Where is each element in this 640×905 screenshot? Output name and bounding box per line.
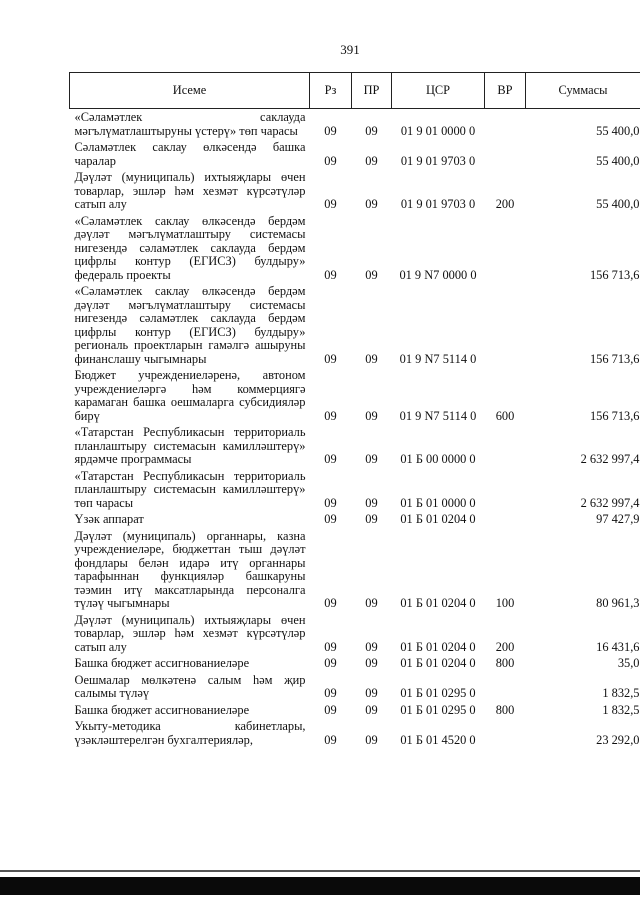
row-vr <box>485 139 526 169</box>
table-row <box>70 109 640 140</box>
row-vr: 800 <box>495 702 515 717</box>
row-csr: 01 Б 01 0295 0 <box>400 686 476 700</box>
row-rz: 09 <box>324 351 337 366</box>
row-name: «Татарстан Республикасын территориаль планлаштыру системасын камилләштерү» ярдәмче программасы <box>74 425 306 466</box>
table-row <box>70 468 640 512</box>
row-rz: 09 <box>324 732 337 747</box>
row-csr: 01 9 01 9703 0 <box>400 197 476 211</box>
table-row <box>70 169 640 213</box>
row-name: Дәүләт (муниципаль) ихтыяҗлары өчен товарлар, эшләр һәм хезмәт күрсәтүләр сатып алу <box>74 170 306 211</box>
row-rz: 09 <box>324 702 337 717</box>
row-csr: 01 9 N7 0000 0 <box>399 267 477 282</box>
row-vr <box>485 468 526 512</box>
row-pr: 09 <box>365 512 378 526</box>
row-csr: 01 9 01 0000 0 <box>400 123 476 138</box>
row-pr: 09 <box>365 732 378 747</box>
row-vr <box>485 718 526 748</box>
row-csr: 01 Б 01 0204 0 <box>400 596 476 610</box>
table-row <box>70 283 640 367</box>
row-pr: 09 <box>365 408 378 423</box>
row-name: Дәүләт (муниципаль) ихтыяҗлары өчен товарлар, эшләр һәм хезмәт күрсәтүләр сатып алу <box>74 612 306 654</box>
row-rz: 09 <box>324 686 337 700</box>
row-rz: 09 <box>324 596 337 610</box>
row-sum: 23 292,0 <box>596 732 640 747</box>
table-header <box>70 73 640 109</box>
row-csr: 01 Б 01 0000 0 <box>400 495 476 510</box>
row-pr: 09 <box>365 153 378 168</box>
table-row <box>70 213 640 284</box>
row-pr: 09 <box>365 123 378 138</box>
row-sum: 55 400,0 <box>596 123 640 138</box>
scan-bottom-border <box>0 877 640 895</box>
row-name: Үзәк аппарат <box>74 512 144 526</box>
row-pr: 09 <box>365 686 378 700</box>
table-body <box>70 109 640 749</box>
row-csr: 01 Б 01 0204 0 <box>400 639 476 654</box>
row-vr: 200 <box>495 639 515 654</box>
row-rz: 09 <box>324 123 337 138</box>
row-sum: 1 832,5 <box>602 702 640 717</box>
row-sum: 2 632 997,4 <box>580 452 640 466</box>
row-name: «Сәламәтлек саклауда мәгълүматлаштыруны үстерү» төп чарасы <box>74 110 306 138</box>
row-rz: 09 <box>324 656 337 670</box>
row-csr: 01 Б 01 4520 0 <box>400 732 476 747</box>
row-pr: 09 <box>365 452 378 466</box>
row-pr: 09 <box>365 351 378 366</box>
table-row <box>70 612 640 656</box>
row-name: Укыту-методика кабинетлары, үзәкләштерелгән бухгалтерияләр, <box>74 719 306 747</box>
scan-edge-line <box>0 870 640 872</box>
row-name: «Сәламәтлек саклау өлкәсендә бердәм дәүләт мәгълүматлаштыру системасы нигезендә сәламәтлек саклауда бердәм цифрлы контур (ЕГИСЗ) булдыру» региональ проектларын гамәлгә ашыруны финанслашу чыгымнары <box>74 284 306 366</box>
row-rz: 09 <box>324 197 337 211</box>
header-name: Исеме <box>70 73 310 109</box>
row-pr: 09 <box>365 267 378 282</box>
row-vr: 600 <box>495 408 515 423</box>
row-sum: 16 431,6 <box>596 639 640 654</box>
header-vr: ВР <box>485 73 526 109</box>
row-rz: 09 <box>324 512 337 526</box>
row-pr: 09 <box>365 495 378 510</box>
row-name: Башка бюджет ассигнованиеләре <box>74 702 250 717</box>
row-vr: 200 <box>495 197 515 211</box>
row-rz: 09 <box>324 495 337 510</box>
row-csr: 01 Б 01 0204 0 <box>400 656 476 670</box>
row-name: «Татарстан Республикасын территориаль планлаштыру системасын камилләштерү» төп чарасы <box>74 468 306 510</box>
table-row <box>70 367 640 424</box>
table-row <box>70 718 640 748</box>
table-row <box>70 139 640 169</box>
row-csr: 01 9 N7 5114 0 <box>399 351 477 366</box>
row-sum: 55 400,0 <box>596 153 640 168</box>
row-pr: 09 <box>365 702 378 717</box>
row-sum: 156 713,6 <box>589 351 640 366</box>
row-csr: 01 Б 01 0204 0 <box>400 512 476 526</box>
row-rz: 09 <box>324 267 337 282</box>
row-csr: 01 9 01 9703 0 <box>400 153 476 168</box>
row-name: Сәламәтлек саклау өлкәсендә башка чаралар <box>74 140 306 168</box>
row-rz: 09 <box>324 408 337 423</box>
page-number: 391 <box>340 42 360 57</box>
row-rz: 09 <box>324 153 337 168</box>
row-name: «Сәламәтлек саклау өлкәсендә бердәм дәүләт мәгълүматлаштыру системасы нигезендә сәламәтлек саклауда бердәм цифрлы контур (ЕГИСЗ) булдыру» федераль проекты <box>74 213 306 282</box>
table-row <box>70 424 640 468</box>
row-name: Башка бюджет ассигнованиеләре <box>74 656 250 670</box>
header-csr: ЦСР <box>392 73 485 109</box>
row-csr: 01 Б 01 0295 0 <box>400 702 476 717</box>
row-vr <box>485 511 526 528</box>
row-rz: 09 <box>324 639 337 654</box>
row-rz: 09 <box>324 452 337 466</box>
row-pr: 09 <box>365 197 378 211</box>
row-sum: 55 400,0 <box>596 197 640 211</box>
row-sum: 156 713,6 <box>589 408 640 423</box>
row-csr: 01 Б 00 0000 0 <box>400 452 476 466</box>
row-name: Дәүләт (муниципаль) органнары, казна учреждениеләре, бюджеттан тыш дәүләт фондлары белән идарә итү органнары тарафыннан функцияләр башкаруны тәэмин итү максатларында персоналга түләү чыгымнары <box>74 528 306 610</box>
table-row <box>70 672 640 702</box>
row-sum: 156 713,6 <box>589 267 640 282</box>
table-row <box>70 702 640 719</box>
row-sum: 80 961,3 <box>596 596 640 610</box>
row-vr <box>485 109 526 140</box>
row-vr: 800 <box>495 656 515 670</box>
row-pr: 09 <box>365 596 378 610</box>
row-sum: 2 632 997,4 <box>580 495 640 510</box>
row-sum: 97 427,9 <box>596 512 640 526</box>
row-vr: 100 <box>495 596 515 610</box>
budget-table <box>69 72 640 748</box>
row-vr <box>485 213 526 284</box>
row-vr <box>485 424 526 468</box>
row-name: Бюджет учреждениеләренә, автоном учреждениеләргә һәм коммерциягә карамаган башка оешмаларга субсидияләр бирү <box>74 368 306 423</box>
table-row <box>70 528 640 612</box>
header-rz: Рз <box>310 73 352 109</box>
row-vr <box>485 672 526 702</box>
budget-table-container <box>69 72 640 748</box>
row-csr: 01 9 N7 5114 0 <box>399 408 477 423</box>
row-sum: 1 832,5 <box>602 686 640 700</box>
row-sum: 35,0 <box>617 656 640 670</box>
row-pr: 09 <box>365 639 378 654</box>
header-sum: Суммасы <box>526 73 640 109</box>
header-pr: ПР <box>352 73 392 109</box>
row-pr: 09 <box>365 656 378 670</box>
table-row <box>70 655 640 672</box>
row-vr <box>485 283 526 367</box>
table-row <box>70 511 640 528</box>
row-name: Оешмалар мөлкәтенә салым һәм җир салымы түләү <box>74 672 306 700</box>
